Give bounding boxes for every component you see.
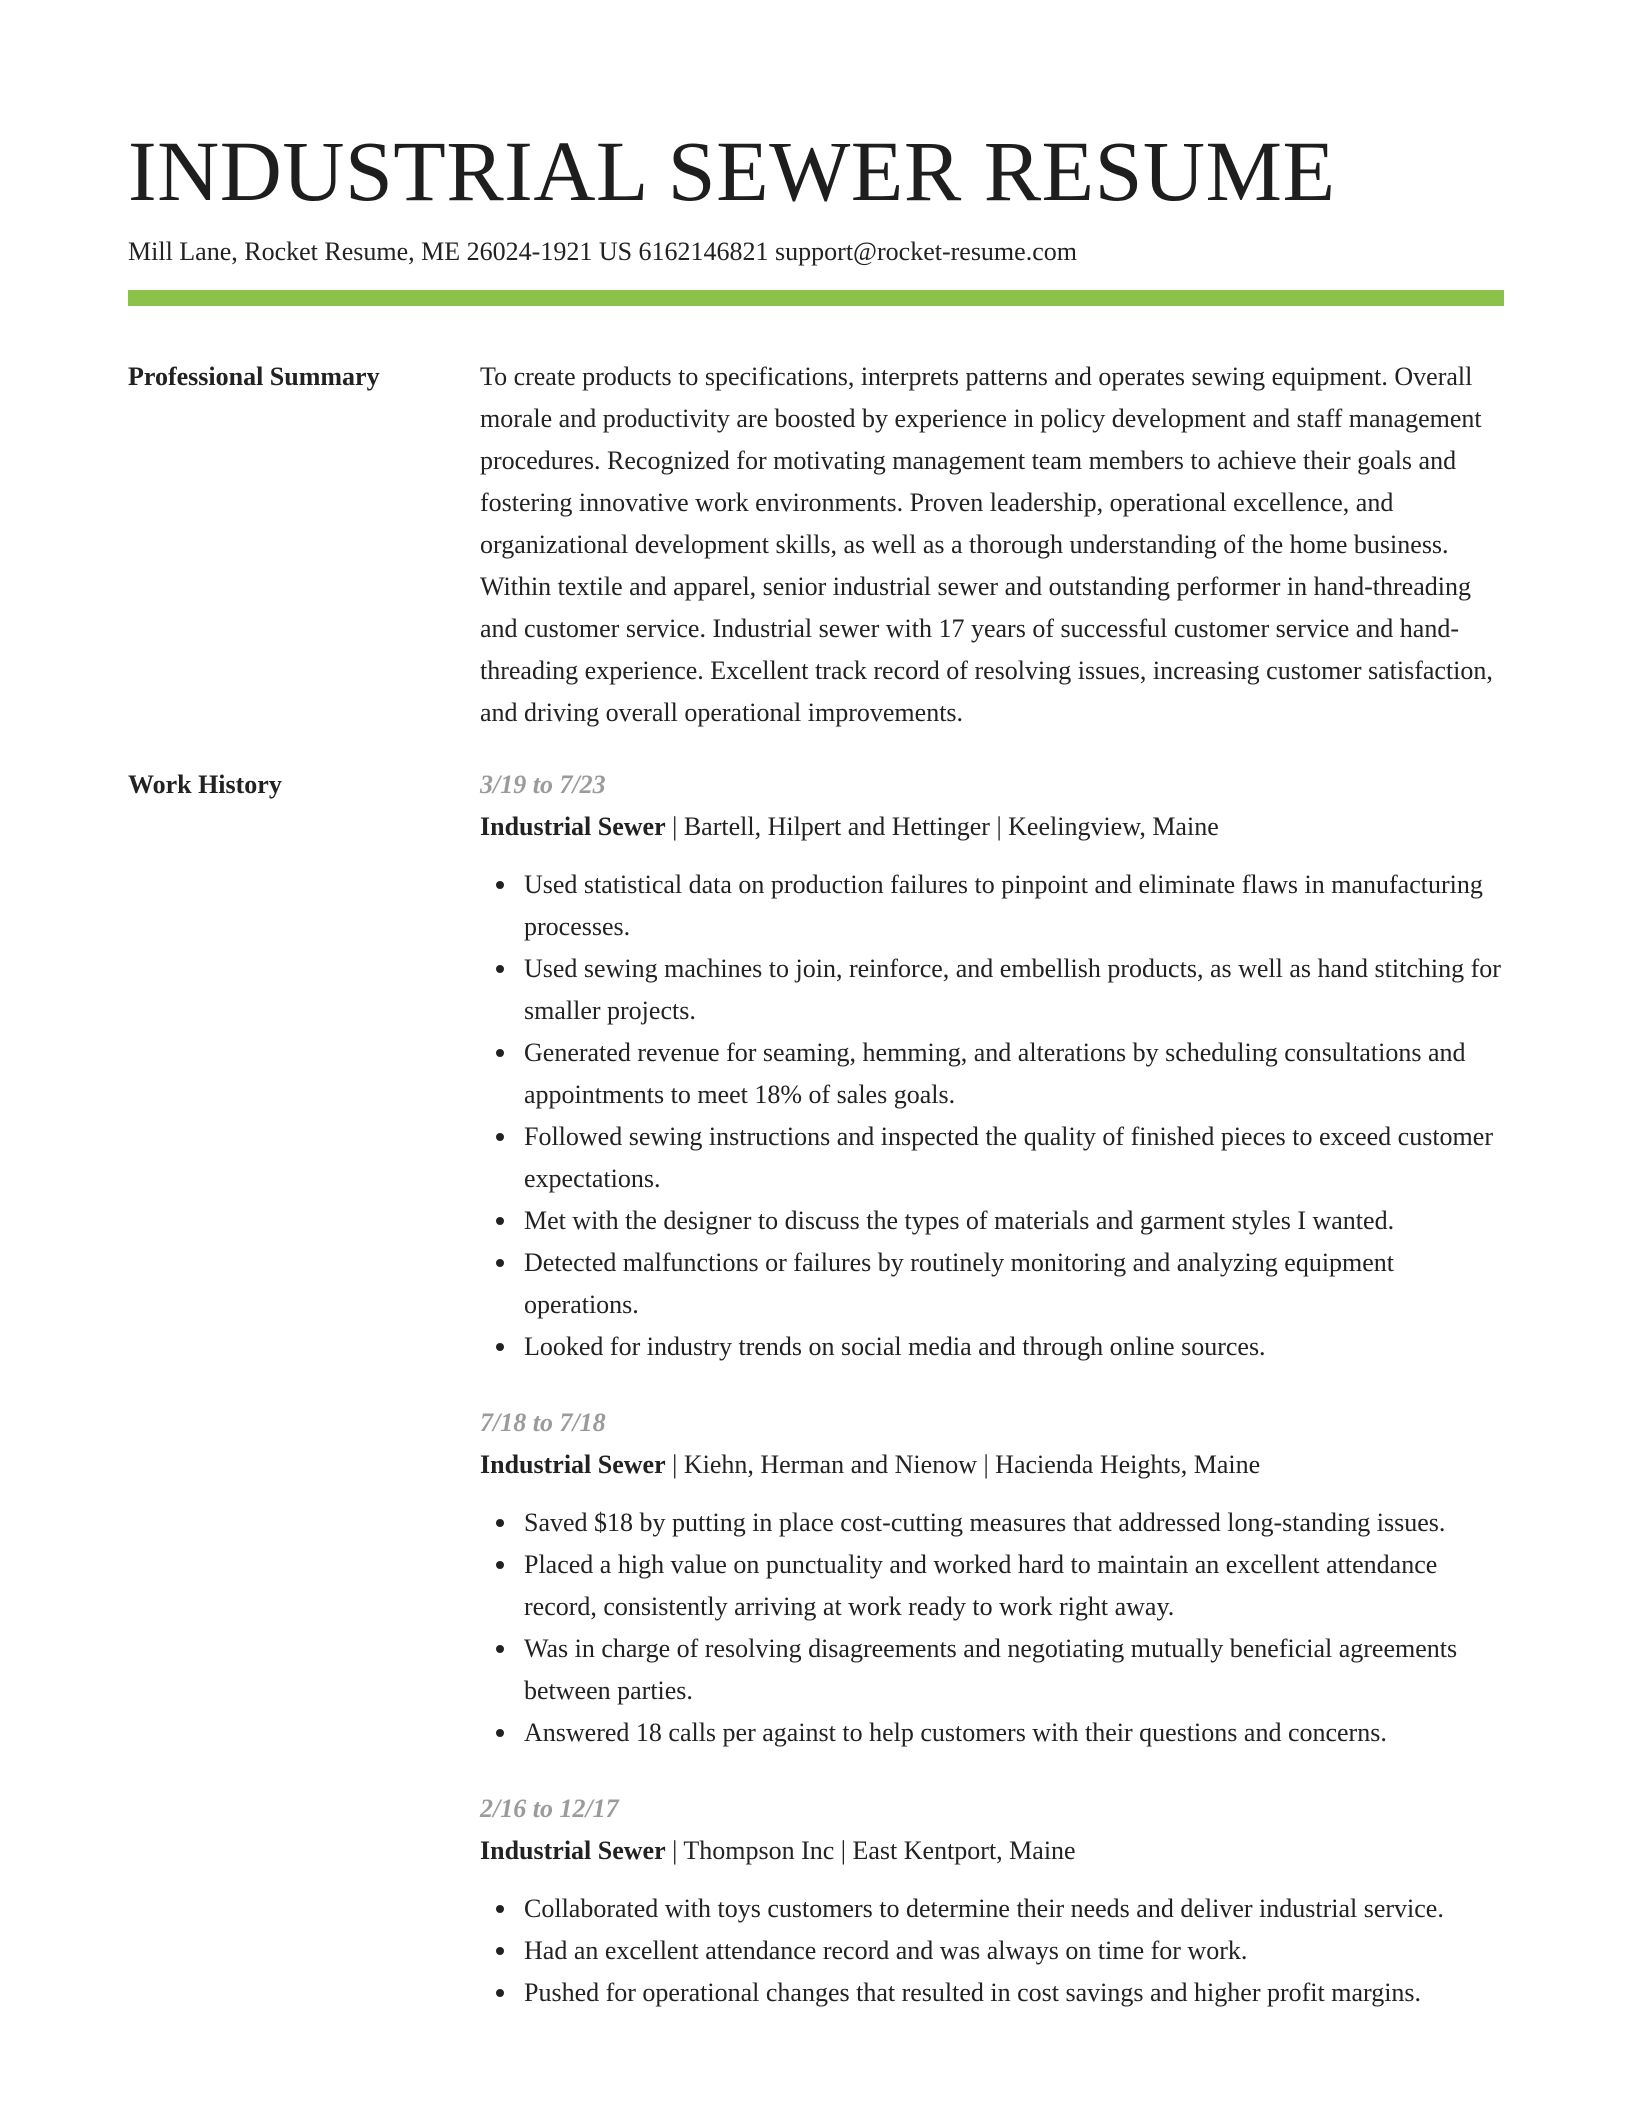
job-bullet-item: Detected malfunctions or failures by routinely monitoring and analyzing equipment operations.	[524, 1242, 1504, 1326]
section-heading-summary: Professional Summary	[128, 362, 380, 391]
resume-page	[128, 118, 1504, 2048]
job-entry	[480, 1402, 1504, 1754]
job-dates: 2/16 to 12/17	[480, 1794, 619, 1823]
job-bullet-item: Looked for industry trends on social media and through online sources.	[524, 1326, 1504, 1368]
job-title: Industrial Sewer	[480, 1836, 666, 1865]
job-heading-line	[480, 1830, 1504, 1872]
job-bullet-item: Followed sewing instructions and inspected the quality of finished pieces to exceed customer expectations.	[524, 1116, 1504, 1200]
section-heading-work-history: Work History	[128, 770, 282, 799]
job-entry	[480, 764, 1504, 1368]
job-title: Industrial Sewer	[480, 812, 666, 841]
resume-title: INDUSTRIAL SEWER RESUME	[128, 123, 1336, 219]
job-bullet-item: Was in charge of resolving disagreements and negotiating mutually beneficial agreements between parties.	[524, 1628, 1504, 1712]
job-bullet-list	[480, 1502, 1504, 1754]
contact-info: Mill Lane, Rocket Resume, ME 26024-1921 US 6162146821 support@rocket-resume.com	[128, 237, 1077, 266]
job-entry	[480, 1788, 1504, 2014]
job-bullet-item: Answered 18 calls per against to help customers with their questions and concerns.	[524, 1712, 1504, 1754]
job-title: Industrial Sewer	[480, 1450, 666, 1479]
job-bullet-item: Used sewing machines to join, reinforce, and embellish products, as well as hand stitching for smaller projects.	[524, 948, 1504, 1032]
professional-summary-section	[128, 356, 1504, 734]
job-bullet-item: Placed a high value on punctuality and worked hard to maintain an excellent attendance record, consistently arriving at work ready to work right away.	[524, 1544, 1504, 1628]
job-heading-line	[480, 806, 1504, 848]
job-company-location: | Kiehn, Herman and Nienow | Hacienda Heights, Maine	[665, 1450, 1261, 1479]
job-dates: 3/19 to 7/23	[480, 770, 606, 799]
job-company-location: | Thompson Inc | East Kentport, Maine	[665, 1836, 1076, 1865]
accent-divider	[128, 290, 1504, 306]
job-bullet-list	[480, 1888, 1504, 2014]
job-dates: 7/18 to 7/18	[480, 1408, 606, 1437]
job-company-location: | Bartell, Hilpert and Hettinger | Keelingview, Maine	[665, 812, 1219, 841]
job-bullet-item: Pushed for operational changes that resulted in cost savings and higher profit margins.	[524, 1972, 1504, 2014]
job-bullet-item: Had an excellent attendance record and was always on time for work.	[524, 1930, 1504, 1972]
summary-text: To create products to specifications, interprets patterns and operates sewing equipment. Overall morale and productivity are boosted by experience in policy development and staff management procedures. Recognized for motivating management team members to achieve their goals and fostering innovative work environments. Proven leadership, operational excellence, and organizational development skills, as well as a thorough understanding of the home business. Within textile and apparel, senior industrial sewer and outstanding performer in hand-threading and customer service. Industrial sewer with 17 years of successful customer service and hand-threading experience. Excellent track record of resolving issues, increasing customer satisfaction, and driving overall operational improvements.	[480, 362, 1493, 727]
summary-body	[480, 356, 1504, 734]
job-heading-line	[480, 1444, 1504, 1486]
job-bullet-list	[480, 864, 1504, 1368]
job-bullet-item: Met with the designer to discuss the types of materials and garment styles I wanted.	[524, 1200, 1504, 1242]
work-history-body	[480, 764, 1504, 2048]
job-bullet-item: Generated revenue for seaming, hemming, and alterations by scheduling consultations and appointments to meet 18% of sales goals.	[524, 1032, 1504, 1116]
job-bullet-item: Collaborated with toys customers to determine their needs and deliver industrial service.	[524, 1888, 1504, 1930]
job-bullet-item: Saved $18 by putting in place cost-cutting measures that addressed long-standing issues.	[524, 1502, 1504, 1544]
job-bullet-item: Used statistical data on production failures to pinpoint and eliminate flaws in manufacturing processes.	[524, 864, 1504, 948]
work-history-section	[128, 764, 1504, 2048]
